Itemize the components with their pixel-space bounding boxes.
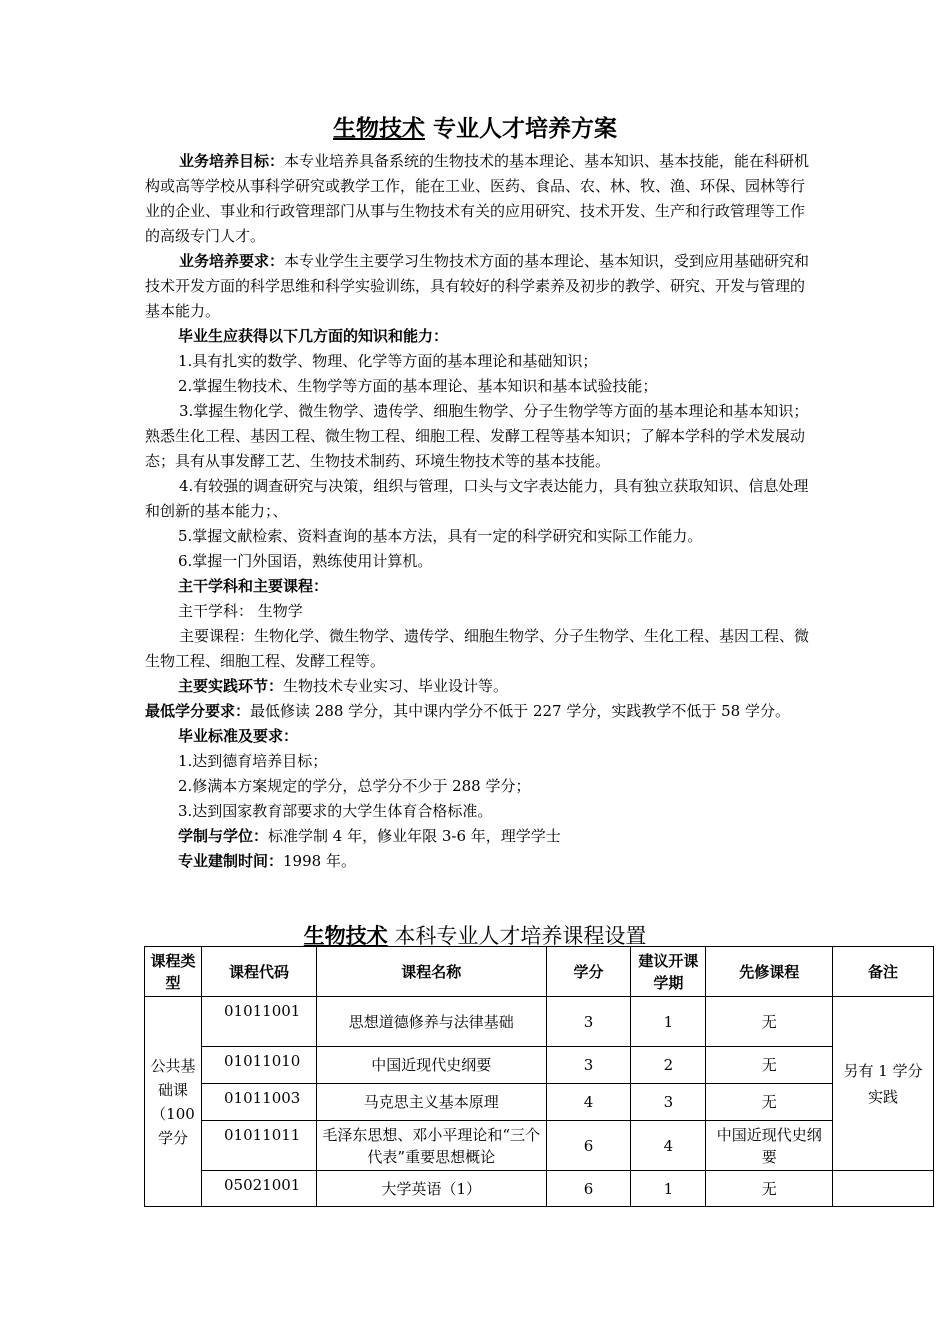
course-credit: 4 — [546, 1084, 631, 1121]
course-term: 2 — [631, 1047, 706, 1084]
req-text: 本专业学生主要学习生物技术方面的基本理论、基本知识，受到应用基础研究和技术开发方面的科学思维和科学实验训练，具有较好的科学素养及初步的教学、研究、开发与管理的基本能力。 — [145, 252, 810, 320]
founded: 专业建制时间：1998 年。 — [178, 852, 356, 870]
course-code: 01011003 — [201, 1084, 316, 1121]
course-prereq: 中国近现代史纲要 — [706, 1121, 833, 1171]
goal-text: 本专业培养具备系统的生物技术的基本理论、基本知识、基本技能，能在科研机构或高等学校从事科学研究或教学工作，能在工业、医药、食品、农、林、牧、渔、环保、园林等行业的企业、事业和行政管理部门从事与生物技术有关的应用研究、技术开发、生产和行政管理等工作的高级专门人才。 — [145, 152, 810, 245]
table-row — [145, 1171, 934, 1207]
ability-heading: 毕业生应获得以下几方面的知识和能力： — [178, 327, 449, 345]
table-row — [145, 1047, 934, 1084]
note-cell-empty — [833, 1171, 934, 1207]
title-rest: 专业人才培养方案 — [424, 116, 617, 142]
course-prereq: 无 — [706, 1047, 833, 1084]
grad-item-3: 3.达到国家教育部要求的大学生体育合格标准。 — [178, 802, 493, 820]
course-credit: 6 — [546, 1171, 631, 1207]
course-name: 大学英语（1） — [316, 1171, 546, 1207]
ability-item-3: 3.掌握生物化学、微生物学、遗传学、细胞生物学、分子生物学等方面的基本理论和基本知识；熟悉生化工程、基因工程、微生物工程、细胞工程、发酵工程等基本知识；了解本学科的学术发展动态；具有从事发酵工艺、生物技术制药、环境生物技术等的基本技能。 — [145, 402, 809, 470]
practice: 主要实践环节：生物技术专业实习、毕业设计等。 — [178, 677, 509, 695]
note-cell: 另有 1 学分实践 — [833, 997, 934, 1171]
goal-label: 业务培养目标： — [179, 152, 285, 170]
header-note: 备注 — [833, 947, 934, 997]
grad-item-2: 2.修满本方案规定的学分，总学分不少于 288 学分； — [178, 777, 531, 795]
course-term: 3 — [631, 1084, 706, 1121]
course-code: 05021001 — [201, 1171, 316, 1207]
ability-item-5: 5.掌握文献检索、资料查询的基本方法，具有一定的科学研究和实际工作能力。 — [178, 527, 703, 545]
subjects-heading: 主干学科和主要课程： — [178, 577, 329, 595]
grad-item-1: 1.达到德育培养目标； — [178, 752, 328, 770]
course-table — [144, 946, 934, 1207]
course-code: 01011011 — [201, 1121, 316, 1171]
course-credit: 6 — [546, 1121, 631, 1171]
ability-item-6: 6.掌握一门外国语，熟练使用计算机。 — [178, 552, 433, 570]
grad-heading: 毕业标准及要求： — [178, 727, 299, 745]
course-code: 01011001 — [201, 997, 316, 1047]
ability-item-1: 1.具有扎实的数学、物理、化学等方面的基本理论和基础知识； — [178, 352, 598, 370]
header-name: 课程名称 — [316, 947, 546, 997]
page-title — [0, 110, 950, 143]
course-term: 4 — [631, 1121, 706, 1171]
title-major: 生物技术 — [332, 116, 425, 142]
course-name: 毛泽东思想、邓小平理论和“三个代表”重要思想概论 — [316, 1121, 546, 1171]
header-type: 课程类型 — [145, 947, 202, 997]
table-row — [145, 997, 934, 1047]
req-label: 业务培养要求： — [179, 252, 285, 270]
course-code: 01011010 — [201, 1047, 316, 1084]
table-row — [145, 1121, 934, 1171]
course-prereq: 无 — [706, 997, 833, 1047]
header-term: 建议开课学期 — [631, 947, 706, 997]
main-subject: 主干学科： 生物学 — [178, 602, 303, 620]
header-code: 课程代码 — [201, 947, 316, 997]
category-cell: 公共基础课（100学分 — [145, 997, 202, 1207]
course-credit: 3 — [546, 1047, 631, 1084]
credit-requirement: 最低学分要求：最低修读 288 学分，其中课内学分不低于 227 学分，实践教学不低于 58 学分。 — [145, 702, 790, 720]
ability-item-2: 2.掌握生物技术、生物学等方面的基本理论、基本知识和基本试验技能； — [178, 377, 658, 395]
main-courses: 主要课程：生物化学、微生物学、遗传学、细胞生物学、分子生物学、生化工程、基因工程、微生物工程、细胞工程、发酵工程等。 — [145, 627, 810, 670]
course-credit: 3 — [546, 997, 631, 1047]
course-term: 1 — [631, 1171, 706, 1207]
ability-item-4: 4.有较强的调查研究与决策，组织与管理，口头与文字表达能力，具有独立获取知识、信息处理和创新的基本能力；、 — [145, 477, 809, 520]
course-name: 思想道德修养与法律基础 — [316, 997, 546, 1047]
table-title-major: 生物技术 — [303, 924, 388, 948]
table-title-rest: 本科专业人才培养课程设置 — [387, 924, 647, 948]
course-name: 中国近现代史纲要 — [316, 1047, 546, 1084]
course-term: 1 — [631, 997, 706, 1047]
training-goal — [145, 149, 815, 249]
header-credit: 学分 — [546, 947, 631, 997]
header-prereq: 先修课程 — [706, 947, 833, 997]
training-requirement — [145, 249, 815, 324]
course-prereq: 无 — [706, 1084, 833, 1121]
degree: 学制与学位：标准学制 4 年，修业年限 3-6 年，理学学士 — [178, 827, 561, 845]
table-row — [145, 1084, 934, 1121]
table-header-row — [145, 947, 934, 997]
course-name: 马克思主义基本原理 — [316, 1084, 546, 1121]
course-prereq: 无 — [706, 1171, 833, 1207]
